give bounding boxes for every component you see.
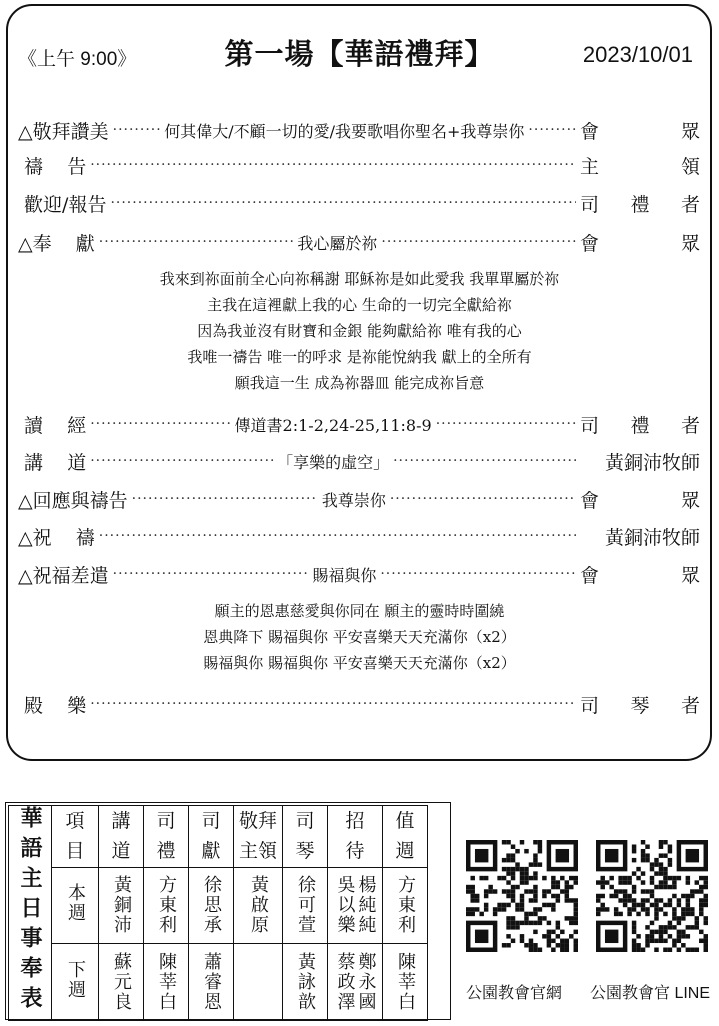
dot-leader — [90, 413, 576, 436]
week-label-cell — [52, 867, 99, 944]
week-label-cell — [52, 944, 99, 1021]
duty-header-cell — [189, 806, 234, 868]
duty-person: 蕭睿恩 — [201, 952, 222, 1013]
duty-header-cell — [144, 806, 189, 868]
order-item-label: 講 道 — [18, 451, 87, 474]
lyric-line: 恩典降下 賜福與你 平安喜樂天天充滿你（x2） — [203, 628, 516, 646]
qr-caption-line: 公園教會官 LINE — [590, 985, 711, 1002]
order-item-leader — [580, 117, 700, 144]
lyric-line: 賜福與你 賜福與你 平安喜樂天天充滿你（x2） — [203, 654, 516, 672]
leader-char: 會 — [580, 564, 600, 587]
duty-header: 司禮 — [156, 810, 176, 863]
lyric-line: 因為我並沒有財寶和金銀 能夠獻給祢 唯有我的心 — [197, 322, 522, 340]
order-item-label: 讀 經 — [18, 414, 87, 437]
dot-leader — [90, 450, 576, 473]
duty-cell — [383, 867, 428, 944]
duty-cell — [328, 867, 383, 944]
order-item-leader — [580, 448, 700, 475]
order-row — [18, 228, 700, 256]
week-label: 下週 — [65, 960, 86, 1001]
duty-person: 楊純純 — [355, 875, 377, 936]
order-row — [18, 116, 700, 144]
duty-cell — [144, 944, 189, 1021]
dot-leader — [113, 119, 576, 142]
leader-char: 眾 — [680, 232, 700, 255]
leader-char: 會 — [580, 489, 600, 512]
order-item-content: 我尊崇你 — [321, 490, 386, 510]
order-item-leader — [580, 411, 700, 438]
order-row — [18, 189, 700, 217]
duty-cell — [99, 867, 144, 944]
service-time: 《上午 9:00》 — [18, 49, 137, 70]
order-row — [18, 447, 700, 475]
duty-header: 值週 — [395, 810, 415, 863]
order-item-leader — [580, 486, 700, 513]
order-row — [18, 690, 700, 718]
order-item-label: △敬拜讚美 — [18, 120, 109, 143]
lyric-line: 我來到祢面前全心向祢稱謝 耶穌祢是如此愛我 我單單屬於祢 — [159, 270, 560, 288]
duty-cell — [99, 944, 144, 1021]
leader-char: 司 — [580, 694, 600, 717]
dot-leader — [110, 195, 576, 211]
duty-person: 陳莘白 — [395, 952, 416, 1013]
duty-cell — [189, 867, 234, 944]
dot-leader — [90, 157, 576, 173]
order-item-leader — [580, 190, 700, 217]
order-row — [18, 410, 700, 438]
duty-header-cell — [328, 806, 383, 868]
duty-cell — [234, 944, 283, 1021]
lyric-line: 主我在這裡獻上我的心 生命的一切完全獻給祢 — [207, 296, 512, 314]
duty-table-title-text: 華語主日事奉表 — [17, 806, 43, 1016]
duty-cell — [144, 867, 189, 944]
duty-person: 蔡政澤 — [334, 952, 356, 1013]
duty-person: 黃銅沛 — [111, 875, 132, 936]
order-item-content: 我心屬於祢 — [297, 233, 378, 253]
duty-header-cell — [99, 806, 144, 868]
duty-header-cell — [52, 806, 99, 868]
service-date: 2023/10/01 — [582, 42, 693, 67]
duty-cell — [283, 867, 328, 944]
order-item-label: 歡迎/報告 — [18, 193, 107, 216]
order-row — [18, 522, 700, 550]
duty-person: 黃啟原 — [248, 875, 269, 936]
qr-caption-website: 公園教會官網 — [466, 985, 563, 1002]
order-item-content: 「享樂的虛空」 — [277, 452, 390, 472]
duty-header: 敬拜主領 — [238, 810, 277, 863]
week-label: 本週 — [65, 883, 86, 924]
leader-char: 領 — [680, 155, 700, 178]
duty-header: 招待 — [345, 810, 365, 863]
order-item-label: △祝 禱 — [18, 526, 95, 549]
order-item-label: 殿 樂 — [18, 694, 87, 717]
duty-cell — [189, 944, 234, 1021]
leader-char: 者 — [680, 694, 700, 717]
dot-leader — [90, 696, 576, 712]
order-item-leader — [580, 523, 700, 550]
lyric-line: 我唯一禱告 唯一的呼求 是祢能悅納我 獻上的全所有 — [187, 348, 532, 366]
order-item-leader — [580, 561, 700, 588]
duty-person: 方東利 — [395, 875, 416, 936]
leader-char: 禮 — [630, 193, 650, 216]
leader-char: 會 — [580, 120, 600, 143]
duty-cell — [328, 944, 383, 1021]
duty-person: 陳莘白 — [156, 952, 177, 1013]
duty-header-cell — [283, 806, 328, 868]
duty-person: 方東利 — [156, 875, 177, 936]
order-item-label: 禱 告 — [18, 155, 87, 178]
duty-header: 講道 — [111, 810, 131, 863]
leader-char: 眾 — [680, 120, 700, 143]
leader-char: 會 — [580, 232, 600, 255]
leader-char: 眾 — [680, 564, 700, 587]
duty-table — [8, 805, 428, 1021]
duty-cell — [234, 867, 283, 944]
order-item-leader — [580, 691, 700, 718]
qr-code-icon — [466, 840, 578, 952]
leader-char: 黃銅沛牧師 — [604, 526, 700, 549]
leader-char: 主 — [580, 155, 600, 178]
dot-leader — [99, 231, 576, 254]
qr-code-icon — [596, 840, 708, 952]
lyrics-block — [0, 266, 719, 396]
order-item-label: △祝福差遣 — [18, 564, 109, 587]
order-item-content: 傳道書2:1-2,24-25,11:8-9 — [234, 415, 432, 435]
dot-leader — [99, 528, 576, 544]
lyrics-block — [0, 598, 719, 676]
duty-header-cell — [234, 806, 283, 868]
order-item-label: △回應與禱告 — [18, 489, 128, 512]
order-item-label: △奉 獻 — [18, 232, 95, 255]
leader-char: 者 — [680, 193, 700, 216]
duty-cell — [283, 944, 328, 1021]
duty-header: 司琴 — [295, 810, 315, 863]
duty-header-cell — [383, 806, 428, 868]
leader-char: 禮 — [630, 414, 650, 437]
page-title: 第一場【華語禮拜】 — [224, 37, 495, 71]
leader-char: 司 — [580, 193, 600, 216]
duty-person: 徐可萱 — [295, 875, 316, 936]
order-item-content: 何其偉大/不顧一切的愛/我要歌唱你聖名+我尊崇你 — [164, 121, 525, 141]
lyric-line: 願主的恩惠慈愛與你同在 願主的靈時時圍繞 — [214, 602, 505, 620]
order-item-leader — [580, 152, 700, 179]
duty-person: 徐思承 — [201, 875, 222, 936]
lyric-line: 願我這一生 成為祢器皿 能完成祢旨意 — [234, 374, 485, 392]
duty-person: 蘇元良 — [111, 952, 132, 1013]
duty-cell — [383, 944, 428, 1021]
leader-char: 者 — [680, 414, 700, 437]
duty-header: 司獻 — [201, 810, 221, 863]
duty-person: 黃詠歆 — [295, 952, 316, 1013]
leader-char: 黃銅沛牧師 — [604, 451, 700, 474]
order-row — [18, 151, 700, 179]
order-item-content: 賜福與你 — [312, 565, 377, 585]
leader-char: 司 — [580, 414, 600, 437]
duty-table-title — [9, 806, 52, 1021]
leader-char: 琴 — [630, 694, 650, 717]
dot-leader — [113, 563, 576, 586]
duty-header: 項目 — [65, 810, 85, 863]
leader-char: 眾 — [680, 489, 700, 512]
dot-leader — [132, 488, 576, 511]
duty-person: 吳以樂 — [334, 875, 356, 936]
order-row — [18, 485, 700, 513]
order-row — [18, 560, 700, 588]
duty-person: 鄭永國 — [355, 952, 377, 1013]
order-item-leader — [580, 229, 700, 256]
